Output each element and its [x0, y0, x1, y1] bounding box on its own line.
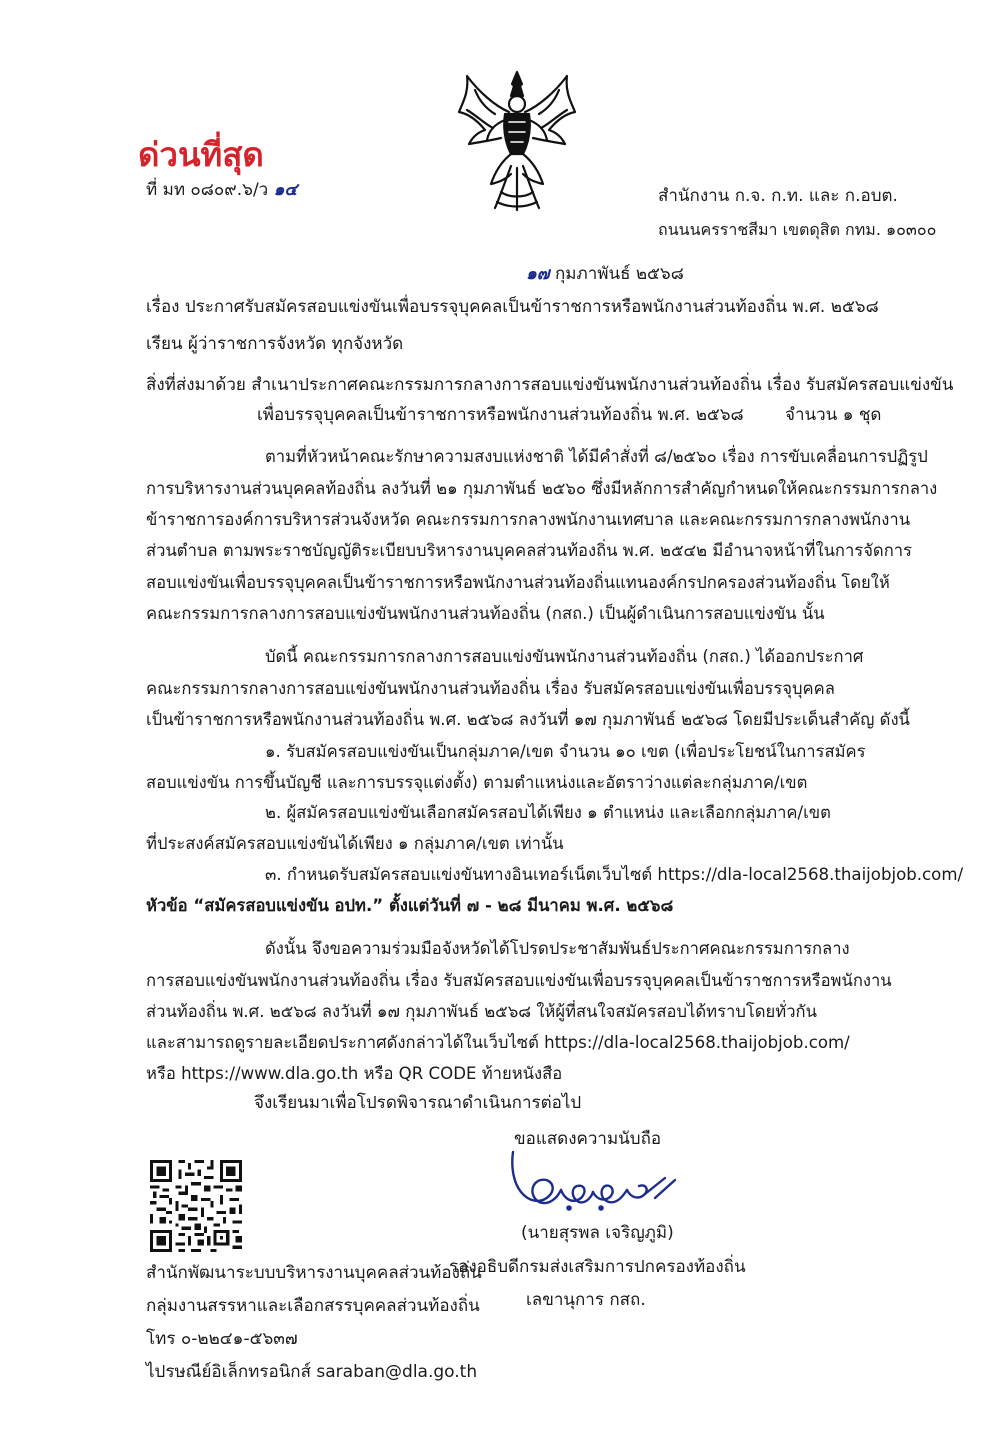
footer-group: กลุ่มงานสรรหาและเลือกสรรบุคคลส่วนท้องถิ่น	[146, 1296, 480, 1316]
signatory-name: (นายสุรพล เจริญภูมิ)	[521, 1223, 674, 1243]
list-item-2-cont: ที่ประสงค์สมัครสอบแข่งขันได้เพียง ๑ กลุ่มภาค/เขต เท่านั้น	[146, 834, 564, 853]
date-month-year: กุมภาพันธ์ ๒๕๖๘	[554, 264, 684, 284]
document-number-handwritten: ๑๔	[273, 180, 298, 200]
body-line: สอบแข่งขันเพื่อบรรจุบุคคลเป็นข้าราชการหรือพนักงานส่วนท้องถิ่นแทนองค์กรปกครองส่วนท้องถิ่น โดยให้	[146, 573, 890, 592]
body-line: บัดนี้ คณะกรรมการกลางการสอบแข่งขันพนักงานส่วนท้องถิ่น (กสถ.) ได้ออกประกาศ	[265, 647, 864, 666]
regards-line: ขอแสดงความนับถือ	[514, 1129, 662, 1149]
list-item-3: ๓. กำหนดรับสมัครสอบแข่งขันทางอินเทอร์เน็ตเว็บไซต์ https://dla-local2568.thaijobjob.com/	[265, 865, 964, 884]
body-line: คณะกรรมการกลางการสอบแข่งขันพนักงานส่วนท้องถิ่น เรื่อง รับสมัครสอบแข่งขันเพื่อบรรจุบุคคล	[146, 679, 835, 698]
document-date	[526, 260, 684, 287]
body-line: คณะกรรมการกลางการสอบแข่งขันพนักงานส่วนท้องถิ่น (กสถ.) เป็นผู้ดำเนินการสอบแข่งขัน นั้น	[146, 604, 825, 623]
list-item-2: ๒. ผู้สมัครสอบแข่งขันเลือกสมัครสอบได้เพียง ๑ ตำแหน่ง และเลือกกลุ่มภาค/เขต	[265, 803, 831, 822]
recipient-line: เรียน ผู้ว่าราชการจังหวัด ทุกจังหวัด	[146, 334, 404, 354]
document-number-prefix: ที่ มท ๐๘๐๙.๖/ว	[146, 180, 269, 200]
body-line: ดังนั้น จึงขอความร่วมมือจังหวัดได้โปรดประชาสัมพันธ์ประกาศคณะกรรมการกลาง	[265, 939, 850, 958]
list-item-1-cont: สอบแข่งขัน การขึ้นบัญชี และการบรรจุแต่งตั้ง) ตามตำแหน่งและอัตราว่างแต่ละกลุ่มภาค/เขต	[146, 773, 808, 792]
issuing-office: สำนักงาน ก.จ. ก.ท. และ ก.อบต.	[658, 186, 898, 206]
body-line: หรือ https://www.dla.go.th หรือ QR CODE ท้ายหนังสือ	[146, 1064, 563, 1083]
body-line: ตามที่หัวหน้าคณะรักษาความสงบแห่งชาติ ได้มีคำสั่งที่ ๘/๒๕๖๐ เรื่อง การขับเคลื่อนการปฏิรูป	[265, 447, 928, 466]
body-line: การสอบแข่งขันพนักงานส่วนท้องถิ่น เรื่อง รับสมัครสอบแข่งขันเพื่อบรรจุบุคคลเป็นข้าราชการหรือพนักงาน	[146, 971, 892, 990]
enclosure-line-1: สิ่งที่ส่งมาด้วย สำเนาประกาศคณะกรรมการกลางการสอบแข่งขันพนักงานส่วนท้องถิ่น เรื่อง รับสมัครสอบแข่งขัน	[146, 375, 954, 395]
body-line: และสามารถดูรายละเอียดประกาศดังกล่าวได้ในเว็บไซต์ https://dla-local2568.thaijobjob.com/	[146, 1033, 850, 1052]
signatory-position: รองอธิบดีกรมส่งเสริมการปกครองท้องถิ่น	[449, 1257, 746, 1277]
enclosure-line-2: เพื่อบรรจุบุคคลเป็นข้าราชการหรือพนักงานส่วนท้องถิ่น พ.ศ. ๒๕๖๘	[257, 405, 744, 425]
footer-unit: สำนักพัฒนาระบบบริหารงานบุคคลส่วนท้องถิ่น	[146, 1263, 482, 1283]
document-number	[146, 176, 297, 203]
body-line: เป็นข้าราชการหรือพนักงานส่วนท้องถิ่น พ.ศ. ๒๕๖๘ ลงวันที่ ๑๗ กุมภาพันธ์ ๒๕๖๘ โดยมีประเด็นสำคัญ ดังนี้	[146, 710, 910, 729]
footer-email: ไปรษณีย์อิเล็กทรอนิกส์ saraban@dla.go.th	[146, 1362, 478, 1382]
signature-icon	[505, 1148, 680, 1218]
date-day-handwritten: ๑๗	[526, 264, 550, 284]
body-line: ส่วนท้องถิ่น พ.ศ. ๒๕๖๘ ลงวันที่ ๑๗ กุมภาพันธ์ ๒๕๖๘ ให้ผู้ที่สนใจสมัครสอบได้ทราบโดยทั่วกัน	[146, 1002, 817, 1021]
body-line: ส่วนตำบล ตามพระราชบัญญัติระเบียบบริหารงานบุคคลส่วนท้องถิ่น พ.ศ. ๒๕๔๒ มีอำนาจหน้าที่ในการจัดการ	[146, 541, 912, 560]
body-line: ข้าราชการองค์การบริหารส่วนจังหวัด คณะกรรมการกลางพนักงานเทศบาล และคณะกรรมการกลางพนักงาน	[146, 510, 911, 529]
closing-line: จึงเรียนมาเพื่อโปรดพิจารณาดำเนินการต่อไป	[254, 1093, 582, 1113]
subject-line: เรื่อง ประกาศรับสมัครสอบแข่งขันเพื่อบรรจุบุคคลเป็นข้าราชการหรือพนักงานส่วนท้องถิ่น พ.ศ. ๒๕๖๘	[146, 297, 879, 317]
footer-phone: โทร ๐-๒๒๔๑-๕๖๓๗	[146, 1329, 298, 1349]
urgency-label: ด่วนที่สุด	[138, 135, 264, 174]
office-address: ถนนนครราชสีมา เขตดุสิต กทม. ๑๐๓๐๐	[658, 220, 937, 239]
garuda-emblem-icon	[455, 70, 579, 212]
list-item-1: ๑. รับสมัครสอบแข่งขันเป็นกลุ่มภาค/เขต จำนวน ๑๐ เขต (เพื่อประโยชน์ในการสมัคร	[265, 742, 866, 761]
body-line: การบริหารงานส่วนบุคคลท้องถิ่น ลงวันที่ ๒๑ กุมภาพันธ์ ๒๕๖๐ ซึ่งมีหลักการสำคัญกำหนดให้คณะกรรมการกลาง	[146, 479, 938, 498]
signatory-secretary: เลขานุการ กสถ.	[526, 1290, 646, 1310]
list-item-3-cont: หัวข้อ “สมัครสอบแข่งขัน อปท.” ตั้งแต่วันที่ ๗ - ๒๘ มีนาคม พ.ศ. ๒๕๖๘	[146, 896, 674, 915]
qr-code-icon[interactable]	[150, 1160, 242, 1252]
enclosure-count: จำนวน ๑ ชุด	[785, 405, 882, 425]
